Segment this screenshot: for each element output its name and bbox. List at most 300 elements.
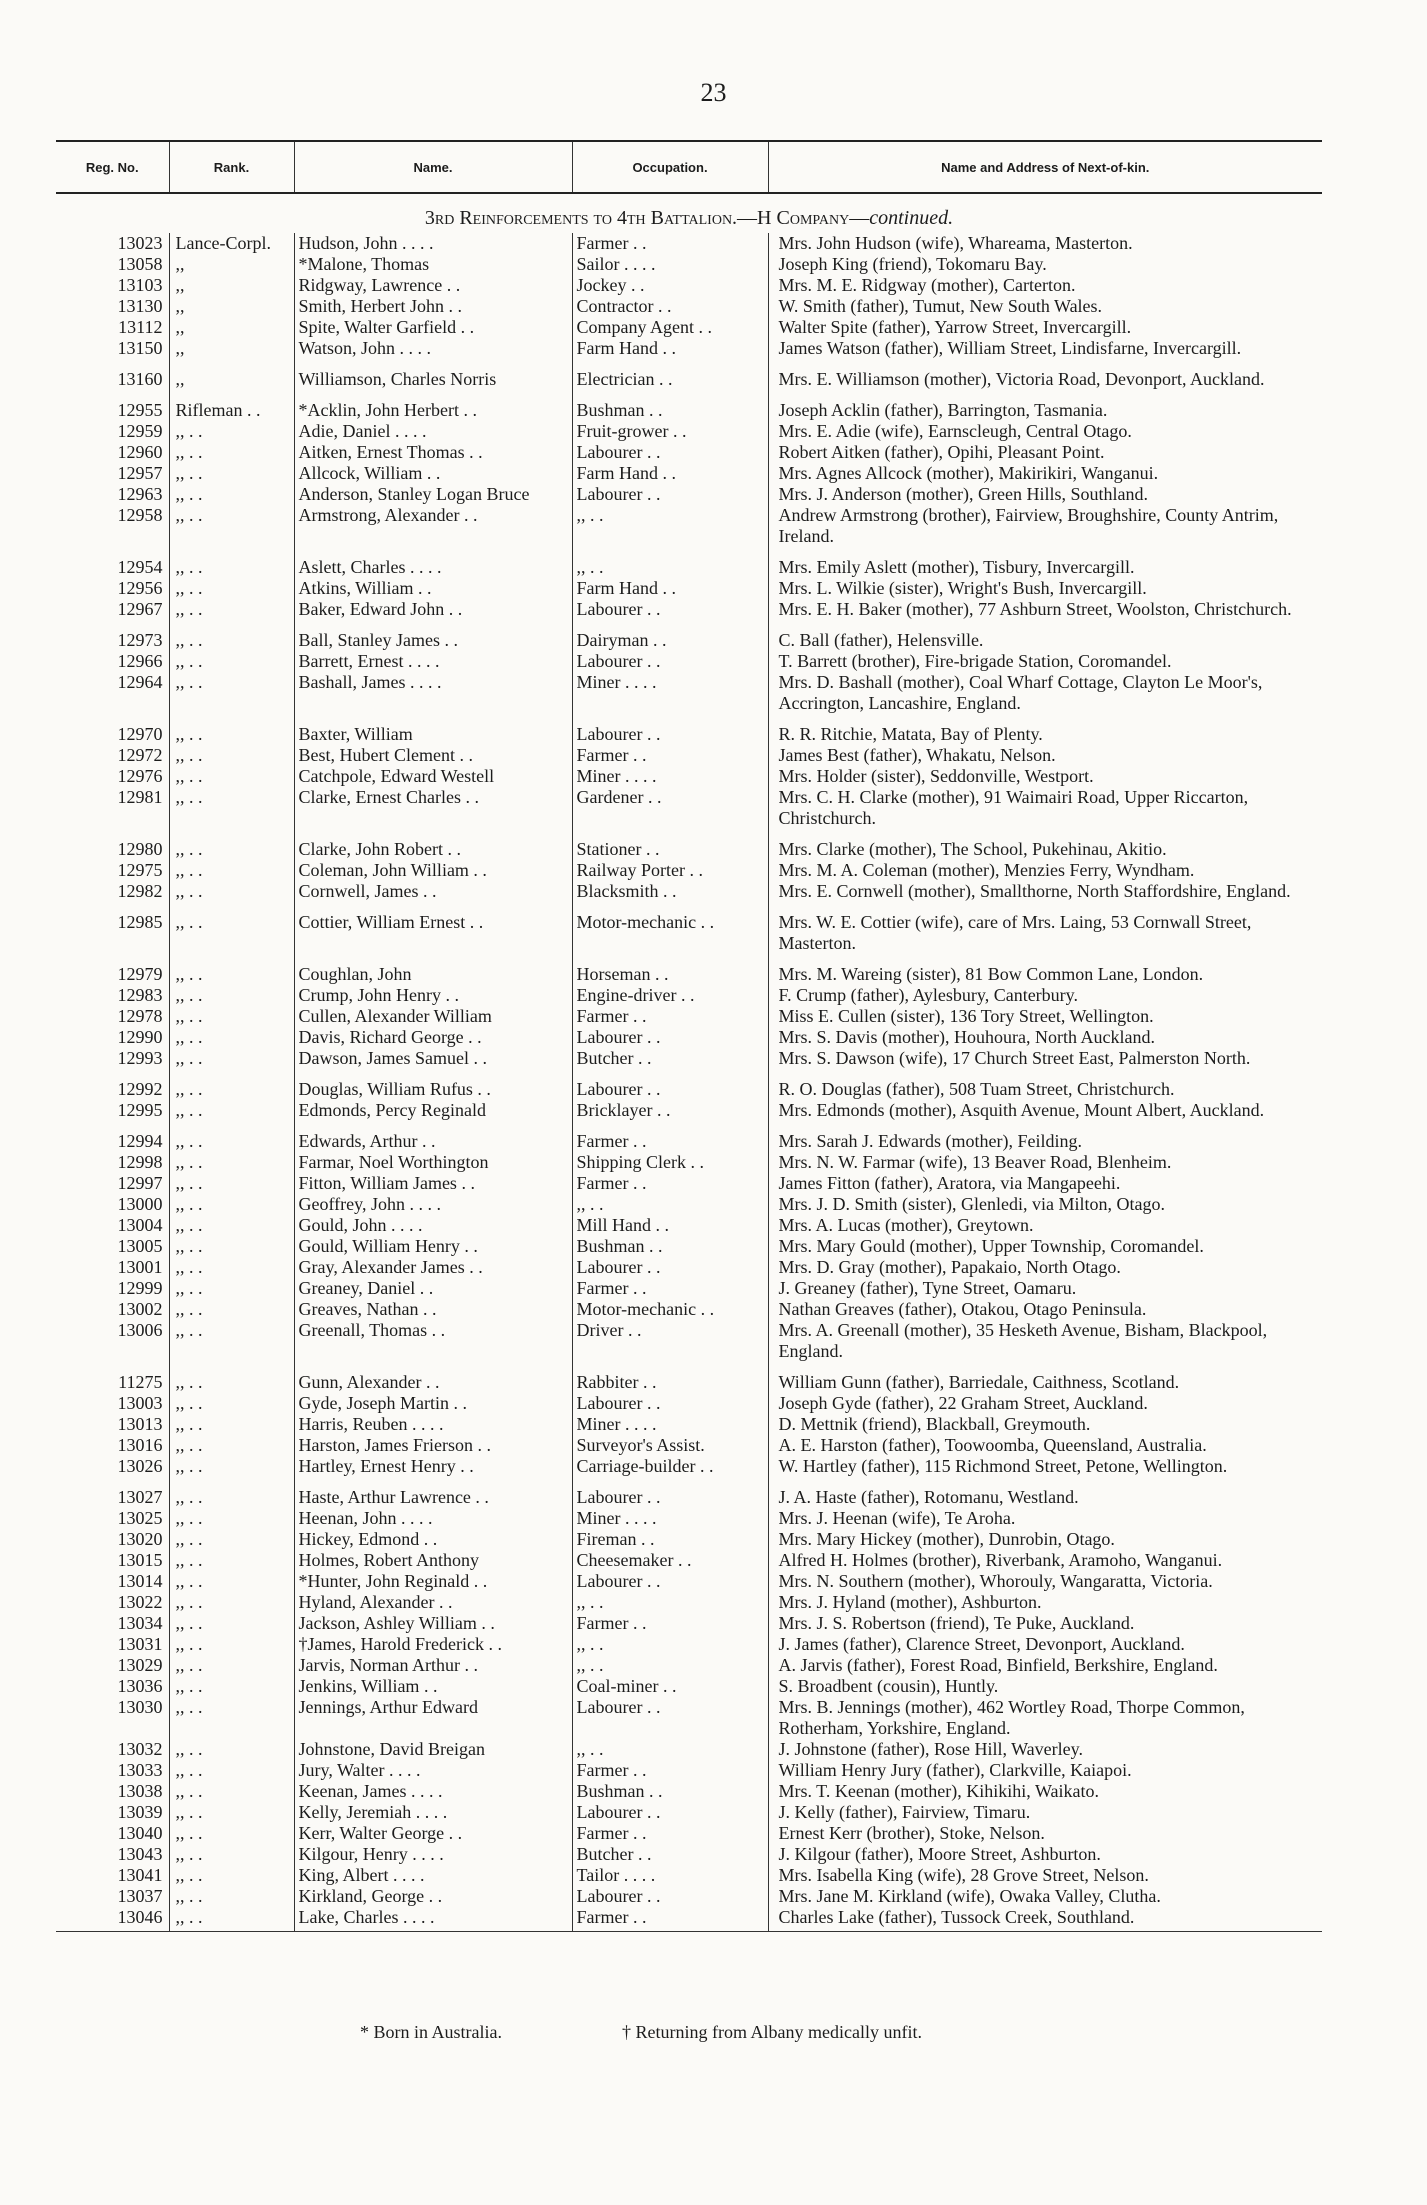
next-of-kin-cell: Mrs. M. Wareing (sister), 81 Bow Common Lane, London. bbox=[768, 954, 1322, 985]
reg-no-cell: 12958 bbox=[117, 505, 163, 525]
next-of-kin-cell: Mrs. Emily Aslett (mother), Tisbury, Invercargill. bbox=[768, 547, 1322, 578]
rank-cell: ,, . . bbox=[169, 1697, 294, 1739]
table-row bbox=[56, 954, 1322, 985]
occupation-cell: Bushman . . bbox=[572, 1781, 768, 1802]
reg-no-cell: 13130 bbox=[117, 296, 163, 316]
table-row bbox=[56, 787, 1322, 829]
rank-cell: ,, . . bbox=[169, 1048, 294, 1069]
table-row bbox=[56, 1676, 1322, 1697]
reg-no-cell: 12992 bbox=[117, 1079, 163, 1099]
next-of-kin-cell: Mrs. B. Jennings (mother), 462 Wortley Road, Thorpe Common, Rotherham, Yorkshire, England. bbox=[768, 1697, 1322, 1739]
rank-cell: ,, bbox=[169, 338, 294, 359]
reg-no-cell: 12964 bbox=[117, 672, 163, 692]
rank-cell: ,, . . bbox=[169, 881, 294, 902]
table-row bbox=[56, 672, 1322, 714]
table-row bbox=[56, 547, 1322, 578]
name-cell: Gould, John . . . . bbox=[294, 1215, 572, 1236]
next-of-kin-cell: Mrs. John Hudson (wife), Whareama, Masterton. bbox=[768, 233, 1322, 254]
rank-cell: ,, . . bbox=[169, 1215, 294, 1236]
table-row bbox=[56, 359, 1322, 390]
name-cell: Davis, Richard George . . bbox=[294, 1027, 572, 1048]
reg-no-cell: 13025 bbox=[117, 1508, 163, 1528]
table-row bbox=[56, 985, 1322, 1006]
reg-no-cell: 12973 bbox=[117, 630, 163, 650]
occupation-cell: Cheesemaker . . bbox=[572, 1550, 768, 1571]
next-of-kin-cell: Robert Aitken (father), Opihi, Pleasant Point. bbox=[768, 442, 1322, 463]
table-row bbox=[56, 1697, 1322, 1739]
occupation-cell: Farmer . . bbox=[572, 1760, 768, 1781]
reg-no-cell: 12983 bbox=[117, 985, 163, 1005]
next-of-kin-cell: C. Ball (father), Helensville. bbox=[768, 620, 1322, 651]
reg-no-cell: 12954 bbox=[117, 557, 163, 577]
name-cell: Heenan, John . . . . bbox=[294, 1508, 572, 1529]
table-row bbox=[56, 1529, 1322, 1550]
reg-no-cell: 13029 bbox=[117, 1655, 163, 1675]
next-of-kin-cell: Mrs. Mary Hickey (mother), Dunrobin, Otago. bbox=[768, 1529, 1322, 1550]
rank-cell: ,, bbox=[169, 275, 294, 296]
reg-no-cell: 13016 bbox=[117, 1435, 163, 1455]
name-cell: Ridgway, Lawrence . . bbox=[294, 275, 572, 296]
occupation-cell: Electrician . . bbox=[572, 359, 768, 390]
reg-no-cell: 11275 bbox=[118, 1372, 163, 1392]
rank-cell: ,, . . bbox=[169, 1278, 294, 1299]
occupation-cell: Labourer . . bbox=[572, 1027, 768, 1048]
name-cell: Keenan, James . . . . bbox=[294, 1781, 572, 1802]
rank-cell: ,, bbox=[169, 254, 294, 275]
occupation-cell: Butcher . . bbox=[572, 1844, 768, 1865]
next-of-kin-cell: J. Kilgour (father), Moore Street, Ashburton. bbox=[768, 1844, 1322, 1865]
name-cell: Hartley, Ernest Henry . . bbox=[294, 1456, 572, 1477]
rank-cell: ,, . . bbox=[169, 1299, 294, 1320]
occupation-cell: Farmer . . bbox=[572, 1121, 768, 1152]
table-row bbox=[56, 1100, 1322, 1121]
occupation-cell: Farmer . . bbox=[572, 1173, 768, 1194]
name-cell: Greenall, Thomas . . bbox=[294, 1320, 572, 1362]
column-header-reg-no: Reg. No. bbox=[56, 141, 169, 193]
name-cell: Haste, Arthur Lawrence . . bbox=[294, 1477, 572, 1508]
reg-no-cell: 13112 bbox=[118, 317, 163, 337]
rank-cell: ,, . . bbox=[169, 1802, 294, 1823]
table-row bbox=[56, 1508, 1322, 1529]
rank-cell: ,, . . bbox=[169, 1907, 294, 1932]
rank-cell: ,, . . bbox=[169, 1257, 294, 1278]
table-row bbox=[56, 317, 1322, 338]
occupation-cell: Labourer . . bbox=[572, 651, 768, 672]
name-cell: Cullen, Alexander William bbox=[294, 1006, 572, 1027]
column-header-rank: Rank. bbox=[169, 141, 294, 193]
next-of-kin-cell: S. Broadbent (cousin), Huntly. bbox=[768, 1676, 1322, 1697]
reg-no-cell: 13150 bbox=[117, 338, 163, 358]
name-cell: Barrett, Ernest . . . . bbox=[294, 651, 572, 672]
reg-no-cell: 12982 bbox=[117, 881, 163, 901]
table-row bbox=[56, 620, 1322, 651]
rank-cell: ,, . . bbox=[169, 1194, 294, 1215]
rank-cell: ,, . . bbox=[169, 1069, 294, 1100]
reg-no-cell: 13103 bbox=[117, 275, 163, 295]
occupation-cell: ,, . . bbox=[572, 1194, 768, 1215]
table-row bbox=[56, 1027, 1322, 1048]
occupation-cell: Carriage-builder . . bbox=[572, 1456, 768, 1477]
next-of-kin-cell: J. Johnstone (father), Rose Hill, Waverley. bbox=[768, 1739, 1322, 1760]
occupation-cell: Labourer . . bbox=[572, 484, 768, 505]
next-of-kin-cell: Mrs. D. Bashall (mother), Coal Wharf Cottage, Clayton Le Moor's, Accrington, Lancashire, England. bbox=[768, 672, 1322, 714]
next-of-kin-cell: Mrs. S. Dawson (wife), 17 Church Street East, Palmerston North. bbox=[768, 1048, 1322, 1069]
next-of-kin-cell: Joseph King (friend), Tokomaru Bay. bbox=[768, 254, 1322, 275]
occupation-cell: ,, . . bbox=[572, 547, 768, 578]
occupation-cell: ,, . . bbox=[572, 1739, 768, 1760]
table-row bbox=[56, 1299, 1322, 1320]
reg-no-cell: 13043 bbox=[117, 1844, 163, 1864]
name-cell: Ball, Stanley James . . bbox=[294, 620, 572, 651]
next-of-kin-cell: Andrew Armstrong (brother), Fairview, Broughshire, County Antrim, Ireland. bbox=[768, 505, 1322, 547]
next-of-kin-cell: R. R. Ritchie, Matata, Bay of Plenty. bbox=[768, 714, 1322, 745]
table-row bbox=[56, 296, 1322, 317]
occupation-cell: Fruit-grower . . bbox=[572, 421, 768, 442]
reg-no-cell: 13013 bbox=[117, 1414, 163, 1434]
reg-no-cell: 13002 bbox=[117, 1299, 163, 1319]
reg-no-cell: 13160 bbox=[117, 369, 163, 389]
table-row bbox=[56, 1048, 1322, 1069]
reg-no-cell: 13036 bbox=[117, 1676, 163, 1696]
rank-cell: ,, . . bbox=[169, 1592, 294, 1613]
reg-no-cell: 12966 bbox=[117, 651, 163, 671]
next-of-kin-cell: A. E. Harston (father), Toowoomba, Queensland, Australia. bbox=[768, 1435, 1322, 1456]
name-cell: Douglas, William Rufus . . bbox=[294, 1069, 572, 1100]
name-cell: Smith, Herbert John . . bbox=[294, 296, 572, 317]
next-of-kin-cell: Mrs. Jane M. Kirkland (wife), Owaka Valley, Clutha. bbox=[768, 1886, 1322, 1907]
next-of-kin-cell: Mrs. T. Keenan (mother), Kihikihi, Waikato. bbox=[768, 1781, 1322, 1802]
occupation-cell: Stationer . . bbox=[572, 829, 768, 860]
rank-cell: ,, . . bbox=[169, 1886, 294, 1907]
reg-no-cell: 12994 bbox=[117, 1131, 163, 1151]
occupation-cell: Sailor . . . . bbox=[572, 254, 768, 275]
next-of-kin-cell: D. Mettnik (friend), Blackball, Greymouth. bbox=[768, 1414, 1322, 1435]
rank-cell: ,, . . bbox=[169, 1844, 294, 1865]
name-cell: Gyde, Joseph Martin . . bbox=[294, 1393, 572, 1414]
next-of-kin-cell: Walter Spite (father), Yarrow Street, Invercargill. bbox=[768, 317, 1322, 338]
next-of-kin-cell: Mrs. A. Greenall (mother), 35 Hesketh Avenue, Bisham, Blackpool, England. bbox=[768, 1320, 1322, 1362]
occupation-cell: ,, . . bbox=[572, 1655, 768, 1676]
table-row bbox=[56, 1435, 1322, 1456]
occupation-cell: Bushman . . bbox=[572, 1236, 768, 1257]
table-row bbox=[56, 1257, 1322, 1278]
reg-no-cell: 12970 bbox=[117, 724, 163, 744]
rank-cell: ,, . . bbox=[169, 463, 294, 484]
table-row bbox=[56, 1414, 1322, 1435]
rank-cell: ,, . . bbox=[169, 1236, 294, 1257]
table-row bbox=[56, 1173, 1322, 1194]
table-row bbox=[56, 1121, 1322, 1152]
table-header-row bbox=[56, 141, 1322, 193]
name-cell: *Acklin, John Herbert . . bbox=[294, 390, 572, 421]
name-cell: Greaves, Nathan . . bbox=[294, 1299, 572, 1320]
rank-cell: ,, . . bbox=[169, 1634, 294, 1655]
name-cell: Coughlan, John bbox=[294, 954, 572, 985]
name-cell: Baker, Edward John . . bbox=[294, 599, 572, 620]
occupation-cell: Farmer . . bbox=[572, 233, 768, 254]
occupation-cell: Labourer . . bbox=[572, 1571, 768, 1592]
occupation-cell: Horseman . . bbox=[572, 954, 768, 985]
rank-cell: Lance-Corpl. bbox=[169, 233, 294, 254]
next-of-kin-cell: Mrs. E. H. Baker (mother), 77 Ashburn Street, Woolston, Christchurch. bbox=[768, 599, 1322, 620]
next-of-kin-cell: William Henry Jury (father), Clarkville, Kaiapoi. bbox=[768, 1760, 1322, 1781]
table-row bbox=[56, 1571, 1322, 1592]
name-cell: Kilgour, Henry . . . . bbox=[294, 1844, 572, 1865]
occupation-cell: Tailor . . . . bbox=[572, 1865, 768, 1886]
reg-no-cell: 12959 bbox=[117, 421, 163, 441]
name-cell: Jury, Walter . . . . bbox=[294, 1760, 572, 1781]
table-row bbox=[56, 745, 1322, 766]
section-heading bbox=[56, 193, 1322, 233]
rank-cell: ,, . . bbox=[169, 745, 294, 766]
occupation-cell: Miner . . . . bbox=[572, 1508, 768, 1529]
name-cell: Anderson, Stanley Logan Bruce bbox=[294, 484, 572, 505]
table-row bbox=[56, 1634, 1322, 1655]
name-cell: Cornwell, James . . bbox=[294, 881, 572, 902]
name-cell: Armstrong, Alexander . . bbox=[294, 505, 572, 547]
reg-no-cell: 13039 bbox=[117, 1802, 163, 1822]
reg-no-cell: 12978 bbox=[117, 1006, 163, 1026]
rank-cell: ,, . . bbox=[169, 672, 294, 714]
name-cell: Cottier, William Ernest . . bbox=[294, 902, 572, 954]
next-of-kin-cell: Mrs. J. Hyland (mother), Ashburton. bbox=[768, 1592, 1322, 1613]
occupation-cell: Miner . . . . bbox=[572, 1414, 768, 1435]
occupation-cell: Engine-driver . . bbox=[572, 985, 768, 1006]
name-cell: Watson, John . . . . bbox=[294, 338, 572, 359]
reg-no-cell: 13033 bbox=[117, 1760, 163, 1780]
next-of-kin-cell: Mrs. E. Cornwell (mother), Smallthorne, North Staffordshire, England. bbox=[768, 881, 1322, 902]
reg-no-cell: 12960 bbox=[117, 442, 163, 462]
section-heading-row bbox=[56, 193, 1322, 233]
next-of-kin-cell: Mrs. N. Southern (mother), Whorouly, Wangaratta, Victoria. bbox=[768, 1571, 1322, 1592]
table-row bbox=[56, 484, 1322, 505]
rank-cell: ,, . . bbox=[169, 1571, 294, 1592]
section-continued: continued. bbox=[869, 207, 954, 229]
next-of-kin-cell: Alfred H. Holmes (brother), Riverbank, Aramoho, Wanganui. bbox=[768, 1550, 1322, 1571]
occupation-cell: Farmer . . bbox=[572, 1907, 768, 1932]
next-of-kin-cell: F. Crump (father), Aylesbury, Canterbury. bbox=[768, 985, 1322, 1006]
table-row bbox=[56, 421, 1322, 442]
table-row bbox=[56, 1886, 1322, 1907]
occupation-cell: Farm Hand . . bbox=[572, 463, 768, 484]
rank-cell: ,, . . bbox=[169, 442, 294, 463]
next-of-kin-cell: Mrs. J. D. Smith (sister), Glenledi, via Milton, Otago. bbox=[768, 1194, 1322, 1215]
name-cell: †James, Harold Frederick . . bbox=[294, 1634, 572, 1655]
table-row bbox=[56, 1613, 1322, 1634]
rank-cell: ,, . . bbox=[169, 714, 294, 745]
next-of-kin-cell: J. A. Haste (father), Rotomanu, Westland. bbox=[768, 1477, 1322, 1508]
rank-cell: ,, . . bbox=[169, 1613, 294, 1634]
rank-cell: ,, . . bbox=[169, 1027, 294, 1048]
reg-no-cell: 12981 bbox=[117, 787, 163, 807]
reg-no-cell: 13000 bbox=[117, 1194, 163, 1214]
rank-cell: ,, . . bbox=[169, 1676, 294, 1697]
name-cell: Farmar, Noel Worthington bbox=[294, 1152, 572, 1173]
reg-no-cell: 13058 bbox=[117, 254, 163, 274]
table-row bbox=[56, 1550, 1322, 1571]
table-row bbox=[56, 1278, 1322, 1299]
table-row bbox=[56, 275, 1322, 296]
reg-no-cell: 12980 bbox=[117, 839, 163, 859]
occupation-cell: Bushman . . bbox=[572, 390, 768, 421]
occupation-cell: Dairyman . . bbox=[572, 620, 768, 651]
table-row bbox=[56, 1592, 1322, 1613]
rank-cell: ,, bbox=[169, 359, 294, 390]
table-row bbox=[56, 1760, 1322, 1781]
name-cell: Edwards, Arthur . . bbox=[294, 1121, 572, 1152]
occupation-cell: Labourer . . bbox=[572, 714, 768, 745]
rank-cell: ,, . . bbox=[169, 985, 294, 1006]
column-header-occupation: Occupation. bbox=[572, 141, 768, 193]
occupation-cell: Surveyor's Assist. bbox=[572, 1435, 768, 1456]
reg-no-cell: 13005 bbox=[117, 1236, 163, 1256]
table-row bbox=[56, 254, 1322, 275]
table-row bbox=[56, 766, 1322, 787]
name-cell: Kerr, Walter George . . bbox=[294, 1823, 572, 1844]
occupation-cell: Labourer . . bbox=[572, 1477, 768, 1508]
name-cell: Lake, Charles . . . . bbox=[294, 1907, 572, 1932]
rank-cell: ,, . . bbox=[169, 1865, 294, 1886]
rank-cell: ,, . . bbox=[169, 651, 294, 672]
next-of-kin-cell: Mrs. W. E. Cottier (wife), care of Mrs. Laing, 53 Cornwall Street, Masterton. bbox=[768, 902, 1322, 954]
rank-cell: ,, . . bbox=[169, 620, 294, 651]
rank-cell: ,, . . bbox=[169, 1655, 294, 1676]
name-cell: *Hunter, John Reginald . . bbox=[294, 1571, 572, 1592]
name-cell: Gunn, Alexander . . bbox=[294, 1362, 572, 1393]
occupation-cell: Company Agent . . bbox=[572, 317, 768, 338]
rank-cell: ,, . . bbox=[169, 484, 294, 505]
rank-cell: ,, . . bbox=[169, 1173, 294, 1194]
occupation-cell: Farm Hand . . bbox=[572, 578, 768, 599]
name-cell: Geoffrey, John . . . . bbox=[294, 1194, 572, 1215]
name-cell: Fitton, William James . . bbox=[294, 1173, 572, 1194]
name-cell: Clarke, John Robert . . bbox=[294, 829, 572, 860]
occupation-cell: ,, . . bbox=[572, 1634, 768, 1655]
reg-no-cell: 13003 bbox=[117, 1393, 163, 1413]
name-cell: Gray, Alexander James . . bbox=[294, 1257, 572, 1278]
next-of-kin-cell: James Best (father), Whakatu, Nelson. bbox=[768, 745, 1322, 766]
rank-cell: ,, . . bbox=[169, 829, 294, 860]
table-row bbox=[56, 1781, 1322, 1802]
reg-no-cell: 12995 bbox=[117, 1100, 163, 1120]
table-row bbox=[56, 1844, 1322, 1865]
next-of-kin-cell: T. Barrett (brother), Fire-brigade Station, Coromandel. bbox=[768, 651, 1322, 672]
table-row bbox=[56, 1362, 1322, 1393]
table-row bbox=[56, 1739, 1322, 1760]
next-of-kin-cell: J. Greaney (father), Tyne Street, Oamaru. bbox=[768, 1278, 1322, 1299]
next-of-kin-cell: Nathan Greaves (father), Otakou, Otago Peninsula. bbox=[768, 1299, 1322, 1320]
next-of-kin-cell: James Watson (father), William Street, Lindisfarne, Invercargill. bbox=[768, 338, 1322, 359]
next-of-kin-cell: Miss E. Cullen (sister), 136 Tory Street, Wellington. bbox=[768, 1006, 1322, 1027]
occupation-cell: Farmer . . bbox=[572, 1006, 768, 1027]
rank-cell: ,, . . bbox=[169, 1823, 294, 1844]
next-of-kin-cell: W. Smith (father), Tumut, New South Wales. bbox=[768, 296, 1322, 317]
table-row bbox=[56, 1215, 1322, 1236]
reg-no-cell: 12997 bbox=[117, 1173, 163, 1193]
name-cell: Clarke, Ernest Charles . . bbox=[294, 787, 572, 829]
occupation-cell: Farmer . . bbox=[572, 1278, 768, 1299]
table-row bbox=[56, 1907, 1322, 1932]
table-row bbox=[56, 881, 1322, 902]
table-row bbox=[56, 1477, 1322, 1508]
next-of-kin-cell: Mrs. L. Wilkie (sister), Wright's Bush, Invercargill. bbox=[768, 578, 1322, 599]
reg-no-cell: 12972 bbox=[117, 745, 163, 765]
occupation-cell: Labourer . . bbox=[572, 1886, 768, 1907]
occupation-cell: Rabbiter . . bbox=[572, 1362, 768, 1393]
reg-no-cell: 12979 bbox=[117, 964, 163, 984]
next-of-kin-cell: Charles Lake (father), Tussock Creek, Southland. bbox=[768, 1907, 1322, 1932]
next-of-kin-cell: James Fitton (father), Aratora, via Mangapeehi. bbox=[768, 1173, 1322, 1194]
name-cell: Allcock, William . . bbox=[294, 463, 572, 484]
reg-no-cell: 12976 bbox=[117, 766, 163, 786]
reg-no-cell: 13015 bbox=[117, 1550, 163, 1570]
rank-cell: ,, . . bbox=[169, 860, 294, 881]
occupation-cell: Driver . . bbox=[572, 1320, 768, 1362]
table-row bbox=[56, 505, 1322, 547]
next-of-kin-cell: Mrs. Holder (sister), Seddonville, Westport. bbox=[768, 766, 1322, 787]
next-of-kin-cell: Mrs. Sarah J. Edwards (mother), Feilding. bbox=[768, 1121, 1322, 1152]
rank-cell: Rifleman . . bbox=[169, 390, 294, 421]
name-cell: Dawson, James Samuel . . bbox=[294, 1048, 572, 1069]
occupation-cell: Jockey . . bbox=[572, 275, 768, 296]
occupation-cell: Labourer . . bbox=[572, 599, 768, 620]
reg-no-cell: 13038 bbox=[117, 1781, 163, 1801]
reg-no-cell: 12956 bbox=[117, 578, 163, 598]
occupation-cell: Farmer . . bbox=[572, 1823, 768, 1844]
name-cell: Catchpole, Edward Westell bbox=[294, 766, 572, 787]
occupation-cell: Butcher . . bbox=[572, 1048, 768, 1069]
occupation-cell: Miner . . . . bbox=[572, 766, 768, 787]
next-of-kin-cell: Mrs. C. H. Clarke (mother), 91 Waimairi Road, Upper Riccarton, Christchurch. bbox=[768, 787, 1322, 829]
name-cell: Harris, Reuben . . . . bbox=[294, 1414, 572, 1435]
name-cell: Best, Hubert Clement . . bbox=[294, 745, 572, 766]
occupation-cell: Mill Hand . . bbox=[572, 1215, 768, 1236]
table-row bbox=[56, 1655, 1322, 1676]
occupation-cell: Contractor . . bbox=[572, 296, 768, 317]
table-row bbox=[56, 1152, 1322, 1173]
occupation-cell: Farmer . . bbox=[572, 1613, 768, 1634]
name-cell: King, Albert . . . . bbox=[294, 1865, 572, 1886]
occupation-cell: Labourer . . bbox=[572, 1802, 768, 1823]
occupation-cell: Labourer . . bbox=[572, 1393, 768, 1414]
table-row bbox=[56, 463, 1322, 484]
occupation-cell: Labourer . . bbox=[572, 1257, 768, 1278]
next-of-kin-cell: William Gunn (father), Barriedale, Caithness, Scotland. bbox=[768, 1362, 1322, 1393]
name-cell: Kirkland, George . . bbox=[294, 1886, 572, 1907]
rank-cell: ,, . . bbox=[169, 505, 294, 547]
reg-no-cell: 13030 bbox=[117, 1697, 163, 1717]
table-row bbox=[56, 578, 1322, 599]
occupation-cell: Fireman . . bbox=[572, 1529, 768, 1550]
reg-no-cell: 13023 bbox=[117, 233, 163, 253]
rank-cell: ,, . . bbox=[169, 1006, 294, 1027]
name-cell: *Malone, Thomas bbox=[294, 254, 572, 275]
reg-no-cell: 12998 bbox=[117, 1152, 163, 1172]
name-cell: Holmes, Robert Anthony bbox=[294, 1550, 572, 1571]
rank-cell: ,, . . bbox=[169, 1435, 294, 1456]
reg-no-cell: 12999 bbox=[117, 1278, 163, 1298]
name-cell: Hickey, Edmond . . bbox=[294, 1529, 572, 1550]
table-row bbox=[56, 233, 1322, 254]
occupation-cell: Motor-mechanic . . bbox=[572, 1299, 768, 1320]
reg-no-cell: 12963 bbox=[117, 484, 163, 504]
rank-cell: ,, . . bbox=[169, 1550, 294, 1571]
name-cell: Atkins, William . . bbox=[294, 578, 572, 599]
occupation-cell: Labourer . . bbox=[572, 1069, 768, 1100]
name-cell: Greaney, Daniel . . bbox=[294, 1278, 572, 1299]
next-of-kin-cell: Mrs. M. E. Ridgway (mother), Carterton. bbox=[768, 275, 1322, 296]
next-of-kin-cell: Mrs. Clarke (mother), The School, Pukehinau, Akitio. bbox=[768, 829, 1322, 860]
